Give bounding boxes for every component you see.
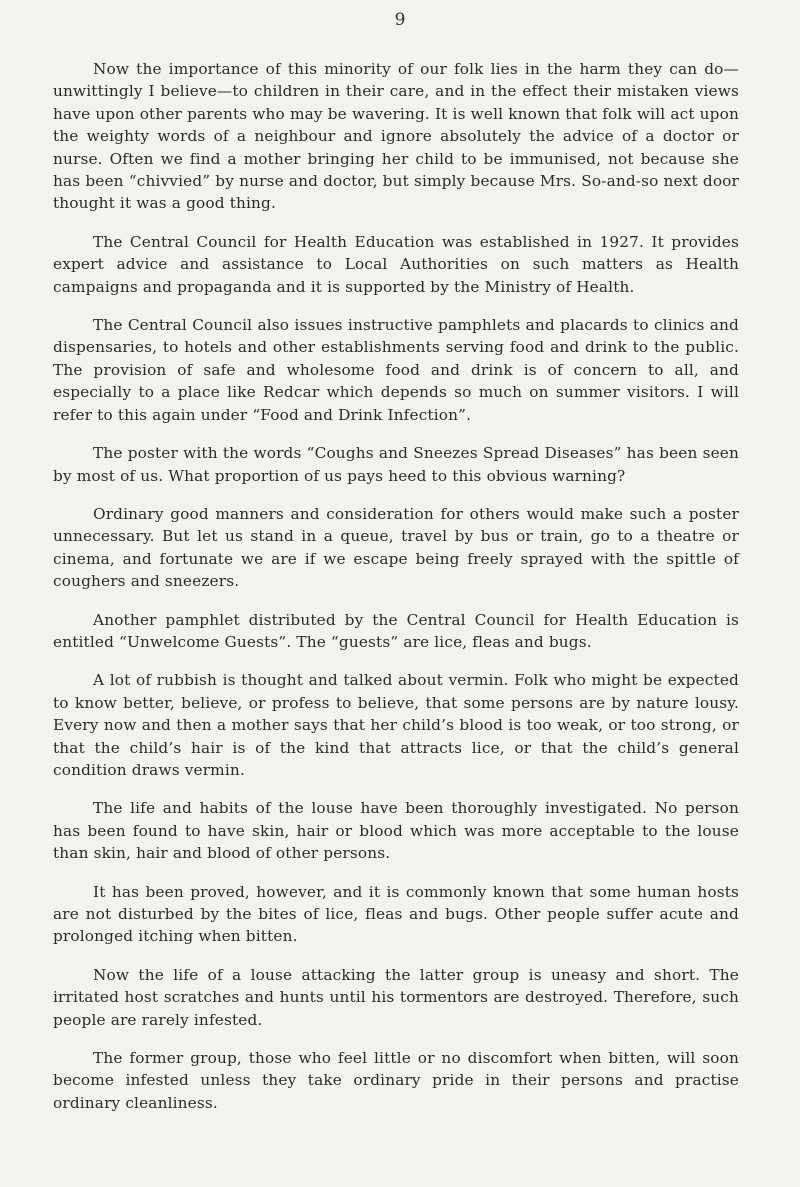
- paragraph-immunisation-influence: Now the importance of this minority of our folk lies in the harm they can do—unwittingly I believe—to children in their care, and in the effect their mistaken views have upon other parents who may be wavering. It is well known that folk will act upon the weighty words of a neighbour and ignore absolutely the advice of a doctor or nurse. Often we find a mother bringing her child to be immunised, not because she has been “chivvied” by nurse and doctor, but simply because Mrs. So-and-so next door thought it was a good thing.: [53, 60, 739, 213]
- body-text: [53, 58, 739, 1130]
- paragraph-pamphlets: The Central Council also issues instructive pamphlets and placards to clinics and dispensaries, to hotels and other establishments serving food and drink to the public. The provision of safe and wholesome food and drink is of concern to all, and especially to a place like Redcar which depends so much on summer visitors. I will refer to this again under “Food and Drink Infection”.: [53, 316, 739, 424]
- paragraph-vermin-myths: A lot of rubbish is thought and talked about vermin. Folk who might be expected to know better, believe, or profess to believe, that some persons are by nature lousy. Every now and then a mother says that her child’s blood is too weak, or too strong, or that the child’s hair is of the kind that attracts lice, or that the child’s general condition draws vermin.: [53, 671, 739, 779]
- paragraph-louse-habits: The life and habits of the louse have been thoroughly investigated. No person has been found to have skin, hair or blood which was more acceptable to the louse than skin, hair and blood of other persons.: [53, 799, 739, 863]
- paragraph-former-group: The former group, those who feel little or no discomfort when bitten, will soon become infested unless they take ordinary pride in their persons and practise ordinary cleanliness.: [53, 1049, 739, 1112]
- paragraph-central-council: The Central Council for Health Education was established in 1927. It provides expert advice and assistance to Local Authorities on such matters as Health campaigns and propaganda and it is supported by the Ministry of Health.: [53, 232, 739, 296]
- paragraph-coughs-poster: The poster with the words “Coughs and Sneezes Spread Diseases” has been seen by most of us. What proportion of us pays heed to this obvious warning?: [53, 444, 739, 485]
- paragraph-irritated-host: Now the life of a louse attacking the latter group is uneasy and short. The irritated host scratches and hunts until his tormentors are destroyed. Therefore, such people are rarely infested.: [53, 965, 739, 1029]
- paragraph-unwelcome-guests: Another pamphlet distributed by the Central Council for Health Education is entitled “Unwelcome Guests”. The “guests” are lice, fleas and bugs.: [53, 610, 739, 651]
- page-number: 9: [394, 10, 406, 30]
- paragraph-human-hosts: It has been proved, however, and it is commonly known that some human hosts are not disturbed by the bites of lice, fleas and bugs. Other people suffer acute and prolonged itching when bitten.: [53, 882, 739, 946]
- paragraph-good-manners: Ordinary good manners and consideration for others would make such a poster unnecessary. But let us stand in a queue, travel by bus or train, go to a theatre or cinema, and fortunate we are if we escape being freely sprayed with the spittle of coughers and sneezers.: [53, 504, 739, 591]
